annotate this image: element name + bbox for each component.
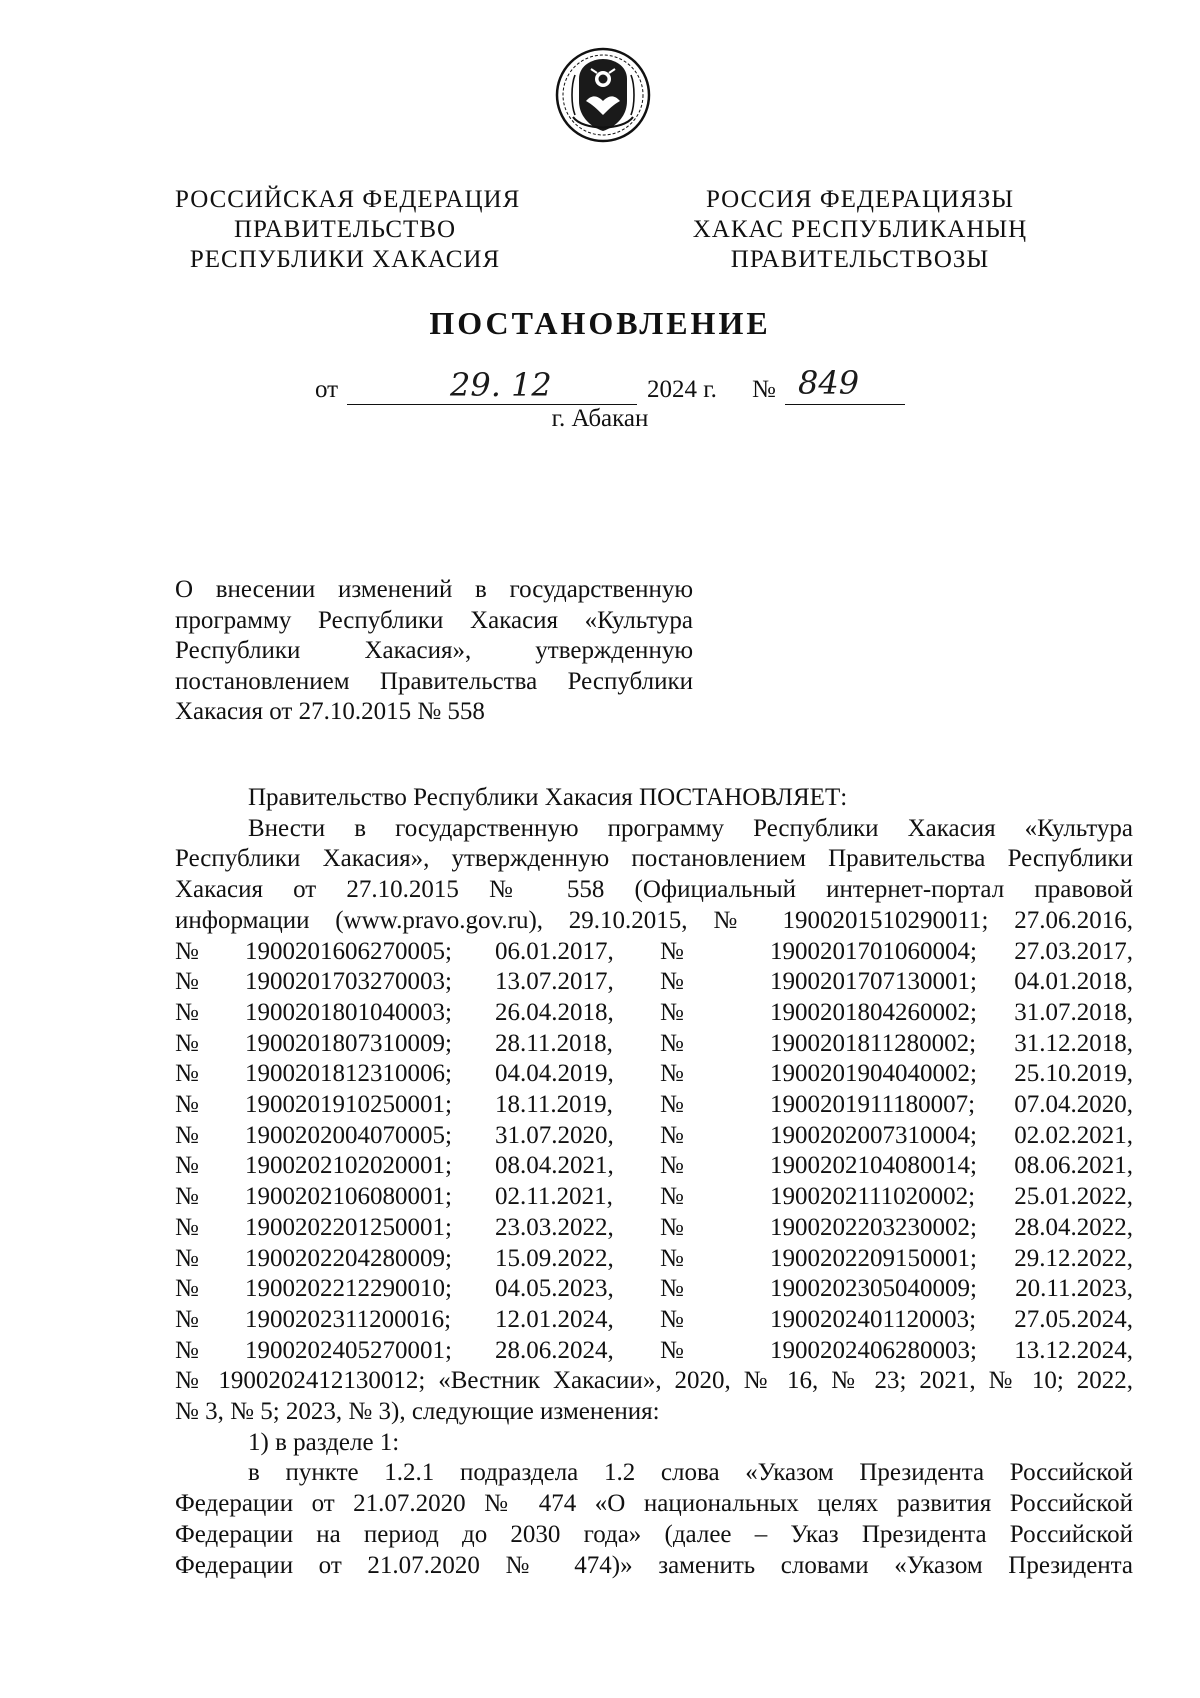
row-number-sign: № bbox=[175, 1213, 199, 1241]
table-row bbox=[175, 937, 1133, 968]
row-date: 04.01.2018, bbox=[1014, 968, 1133, 996]
row-number-sign: № bbox=[175, 1091, 199, 1119]
body-line: в пункте 1.2.1 подраздела 1.2 слова «Указом Президента Российской bbox=[248, 1459, 1133, 1487]
row-date: 02.11.2021, bbox=[495, 1183, 613, 1211]
row-registry-id: 1900202104080014; bbox=[770, 1152, 977, 1180]
body-line: Республики Хакасия», утвержденную постановлением Правительства Республики bbox=[175, 845, 1133, 873]
row-date: 31.07.2018, bbox=[1014, 998, 1133, 1026]
row-registry-id: 1900202405270001; bbox=[245, 1336, 452, 1364]
row-date: 18.11.2019, bbox=[495, 1091, 613, 1119]
row-date: 06.01.2017, bbox=[495, 937, 614, 965]
row-number-sign: № bbox=[660, 998, 684, 1026]
row-date: 20.11.2023, bbox=[1015, 1275, 1133, 1303]
row-registry-id: 1900201812310006; bbox=[245, 1060, 452, 1088]
number-label: № bbox=[752, 376, 776, 403]
row-date: 28.04.2022, bbox=[1014, 1213, 1133, 1241]
row-registry-id: 1900202004070005; bbox=[245, 1121, 452, 1149]
row-registry-id: 1900202203230002; bbox=[770, 1213, 977, 1241]
row-date: 13.12.2024, bbox=[1014, 1336, 1133, 1364]
row-number-sign: № bbox=[175, 1275, 199, 1303]
row-registry-id: 1900202212290010; bbox=[245, 1275, 452, 1303]
row-date: 07.04.2020, bbox=[1014, 1091, 1133, 1119]
row-number-sign: № bbox=[660, 1244, 684, 1272]
row-number-sign: № bbox=[660, 968, 684, 996]
publication-number-list bbox=[175, 937, 1133, 1367]
row-date: 25.10.2019, bbox=[1014, 1060, 1133, 1088]
header-left-line: РЕСПУБЛИКИ ХАКАСИЯ bbox=[189, 246, 501, 273]
year-label: 2024 г. bbox=[647, 376, 717, 403]
subject-line: Республики Хакасия», утвержденную bbox=[175, 637, 693, 664]
handwritten-date: 29. 12 bbox=[450, 366, 552, 404]
body-line: Внести в государственную программу Республики Хакасия «Культура bbox=[248, 814, 1133, 842]
table-row bbox=[175, 1090, 1133, 1121]
row-number-sign: № bbox=[660, 1213, 684, 1241]
row-date: 27.03.2017, bbox=[1014, 937, 1133, 965]
row-registry-id: 1900201801040003; bbox=[245, 998, 452, 1026]
row-date: 28.06.2024, bbox=[495, 1336, 614, 1364]
row-registry-id: 1900201811280002; bbox=[770, 1029, 977, 1057]
row-number-sign: № bbox=[175, 1060, 199, 1088]
row-number-sign: № bbox=[660, 1121, 684, 1149]
row-registry-id: 1900202007310004; bbox=[770, 1121, 977, 1149]
body-line: информации (www.pravo.gov.ru), 29.10.2015, № 1900201510290011; 27.06.2016, bbox=[175, 906, 1133, 934]
row-registry-id: 1900201701060004; bbox=[770, 937, 977, 965]
row-number-sign: № bbox=[175, 1121, 199, 1149]
row-date: 12.01.2024, bbox=[495, 1305, 614, 1333]
subject-line: постановлением Правительства Республики bbox=[175, 667, 693, 695]
row-date: 25.01.2022, bbox=[1014, 1183, 1133, 1211]
body-line: Федерации на период до 2030 года» (далее – Указ Президента Российской bbox=[175, 1520, 1133, 1548]
row-registry-id: 1900202106080001; bbox=[245, 1183, 452, 1211]
row-date: 29.12.2022, bbox=[1014, 1244, 1133, 1272]
row-date: 08.06.2021, bbox=[1014, 1152, 1133, 1180]
row-number-sign: № bbox=[660, 1152, 684, 1180]
header-left-line: ПРАВИТЕЛЬСТВО bbox=[233, 216, 457, 243]
row-number-sign: № bbox=[660, 1336, 684, 1364]
row-registry-id: 1900201707130001; bbox=[770, 968, 977, 996]
row-registry-id: 1900202311200016; bbox=[245, 1305, 452, 1333]
table-row bbox=[175, 1213, 1133, 1244]
row-number-sign: № bbox=[660, 1029, 684, 1057]
table-row bbox=[175, 1029, 1133, 1060]
row-registry-id: 1900202406280003; bbox=[770, 1336, 977, 1364]
from-label: от bbox=[315, 376, 339, 403]
row-date: 28.11.2018, bbox=[495, 1029, 613, 1057]
row-number-sign: № bbox=[175, 998, 199, 1026]
row-registry-id: 1900202111020002; bbox=[770, 1183, 976, 1211]
table-row bbox=[175, 1336, 1133, 1367]
row-date: 31.12.2018, bbox=[1014, 1029, 1133, 1057]
city-label: г. Абакан bbox=[551, 405, 649, 432]
row-date: 04.05.2023, bbox=[495, 1275, 614, 1303]
row-number-sign: № bbox=[660, 1275, 684, 1303]
coat-of-arms-icon bbox=[553, 45, 653, 145]
document-subject bbox=[175, 575, 693, 728]
table-row bbox=[175, 1274, 1133, 1305]
row-registry-id: 1900201606270005; bbox=[245, 937, 452, 965]
row-number-sign: № bbox=[175, 937, 199, 965]
body-line: Хакасия от 27.10.2015 № 558 (Официальный интернет-портал правовой bbox=[175, 876, 1133, 904]
row-number-sign: № bbox=[660, 937, 684, 965]
header-left bbox=[175, 185, 521, 275]
table-row bbox=[175, 1182, 1133, 1213]
row-number-sign: № bbox=[175, 1029, 199, 1057]
subject-line: программу Республики Хакасия «Культура bbox=[175, 606, 693, 634]
table-row bbox=[175, 967, 1133, 998]
header-right-line: ПРАВИТЕЛЬСТВОЗЫ bbox=[730, 246, 990, 273]
row-date: 15.09.2022, bbox=[495, 1244, 614, 1272]
handwritten-number: 849 bbox=[798, 364, 860, 402]
subject-line: О внесении изменений в государственную bbox=[175, 576, 693, 603]
row-date: 02.02.2021, bbox=[1014, 1121, 1133, 1149]
row-number-sign: № bbox=[660, 1091, 684, 1119]
row-registry-id: 1900201807310009; bbox=[245, 1029, 452, 1057]
row-number-sign: № bbox=[175, 968, 199, 996]
row-date: 04.04.2019, bbox=[495, 1060, 614, 1088]
table-row bbox=[175, 998, 1133, 1029]
table-row bbox=[175, 1151, 1133, 1182]
row-registry-id: 1900201804260002; bbox=[770, 998, 977, 1026]
row-number-sign: № bbox=[175, 1183, 199, 1211]
row-number-sign: № bbox=[175, 1244, 199, 1272]
row-number-sign: № bbox=[175, 1336, 199, 1364]
body-line: № 1900202412130012; «Вестник Хакасии», 2020, № 16, № 23; 2021, № 10; 2022, bbox=[175, 1367, 1133, 1395]
body-intro: Правительство Республики Хакасия ПОСТАНОВЛЯЕТ: bbox=[248, 784, 848, 811]
row-registry-id: 1900202201250001; bbox=[245, 1213, 452, 1241]
row-date: 08.04.2021, bbox=[495, 1152, 614, 1180]
row-date: 27.05.2024, bbox=[1014, 1305, 1133, 1333]
table-row bbox=[175, 1244, 1133, 1275]
row-registry-id: 1900201910250001; bbox=[245, 1091, 452, 1119]
header-right bbox=[690, 185, 1030, 275]
document-body bbox=[175, 783, 1133, 1581]
date-number-row bbox=[0, 364, 1200, 410]
document-title: ПОСТАНОВЛЕНИЕ bbox=[429, 305, 771, 341]
row-registry-id: 1900202209150001; bbox=[770, 1244, 977, 1272]
row-number-sign: № bbox=[660, 1060, 684, 1088]
subject-line: Хакасия от 27.10.2015 № 558 bbox=[175, 698, 485, 725]
table-row bbox=[175, 1121, 1133, 1152]
row-date: 31.07.2020, bbox=[495, 1121, 614, 1149]
table-row bbox=[175, 1305, 1133, 1336]
header-left-line: РОССИЙСКАЯ ФЕДЕРАЦИЯ bbox=[175, 186, 521, 213]
row-date: 13.07.2017, bbox=[495, 968, 614, 996]
row-registry-id: 1900202401120003; bbox=[770, 1305, 977, 1333]
row-number-sign: № bbox=[660, 1305, 684, 1333]
row-registry-id: 1900201904040002; bbox=[770, 1060, 977, 1088]
list-item: 1) в разделе 1: bbox=[248, 1428, 400, 1456]
row-registry-id: 1900202102020001; bbox=[245, 1152, 452, 1180]
row-registry-id: 1900202204280009; bbox=[245, 1244, 452, 1272]
row-date: 26.04.2018, bbox=[495, 998, 614, 1026]
row-registry-id: 1900202305040009; bbox=[770, 1275, 977, 1303]
body-line: Федерации от 21.07.2020 № 474)» заменить словами «Указом Президента bbox=[175, 1551, 1133, 1579]
row-number-sign: № bbox=[660, 1183, 684, 1211]
body-line: Федерации от 21.07.2020 № 474 «О национальных целях развития Российской bbox=[175, 1490, 1133, 1518]
table-row bbox=[175, 1059, 1133, 1090]
row-registry-id: 1900201703270003; bbox=[245, 968, 452, 996]
row-registry-id: 1900201911180007; bbox=[770, 1091, 976, 1119]
header-right-line: ХАКАС РЕСПУБЛИКАНЫҢ bbox=[692, 216, 1028, 243]
header-right-line: РОССИЯ ФЕДЕРАЦИЯЗЫ bbox=[705, 186, 1015, 213]
row-number-sign: № bbox=[175, 1305, 199, 1333]
row-number-sign: № bbox=[175, 1152, 199, 1180]
body-line: № 3, № 5; 2023, № 3), следующие изменения: bbox=[175, 1398, 660, 1426]
row-date: 23.03.2022, bbox=[495, 1213, 614, 1241]
